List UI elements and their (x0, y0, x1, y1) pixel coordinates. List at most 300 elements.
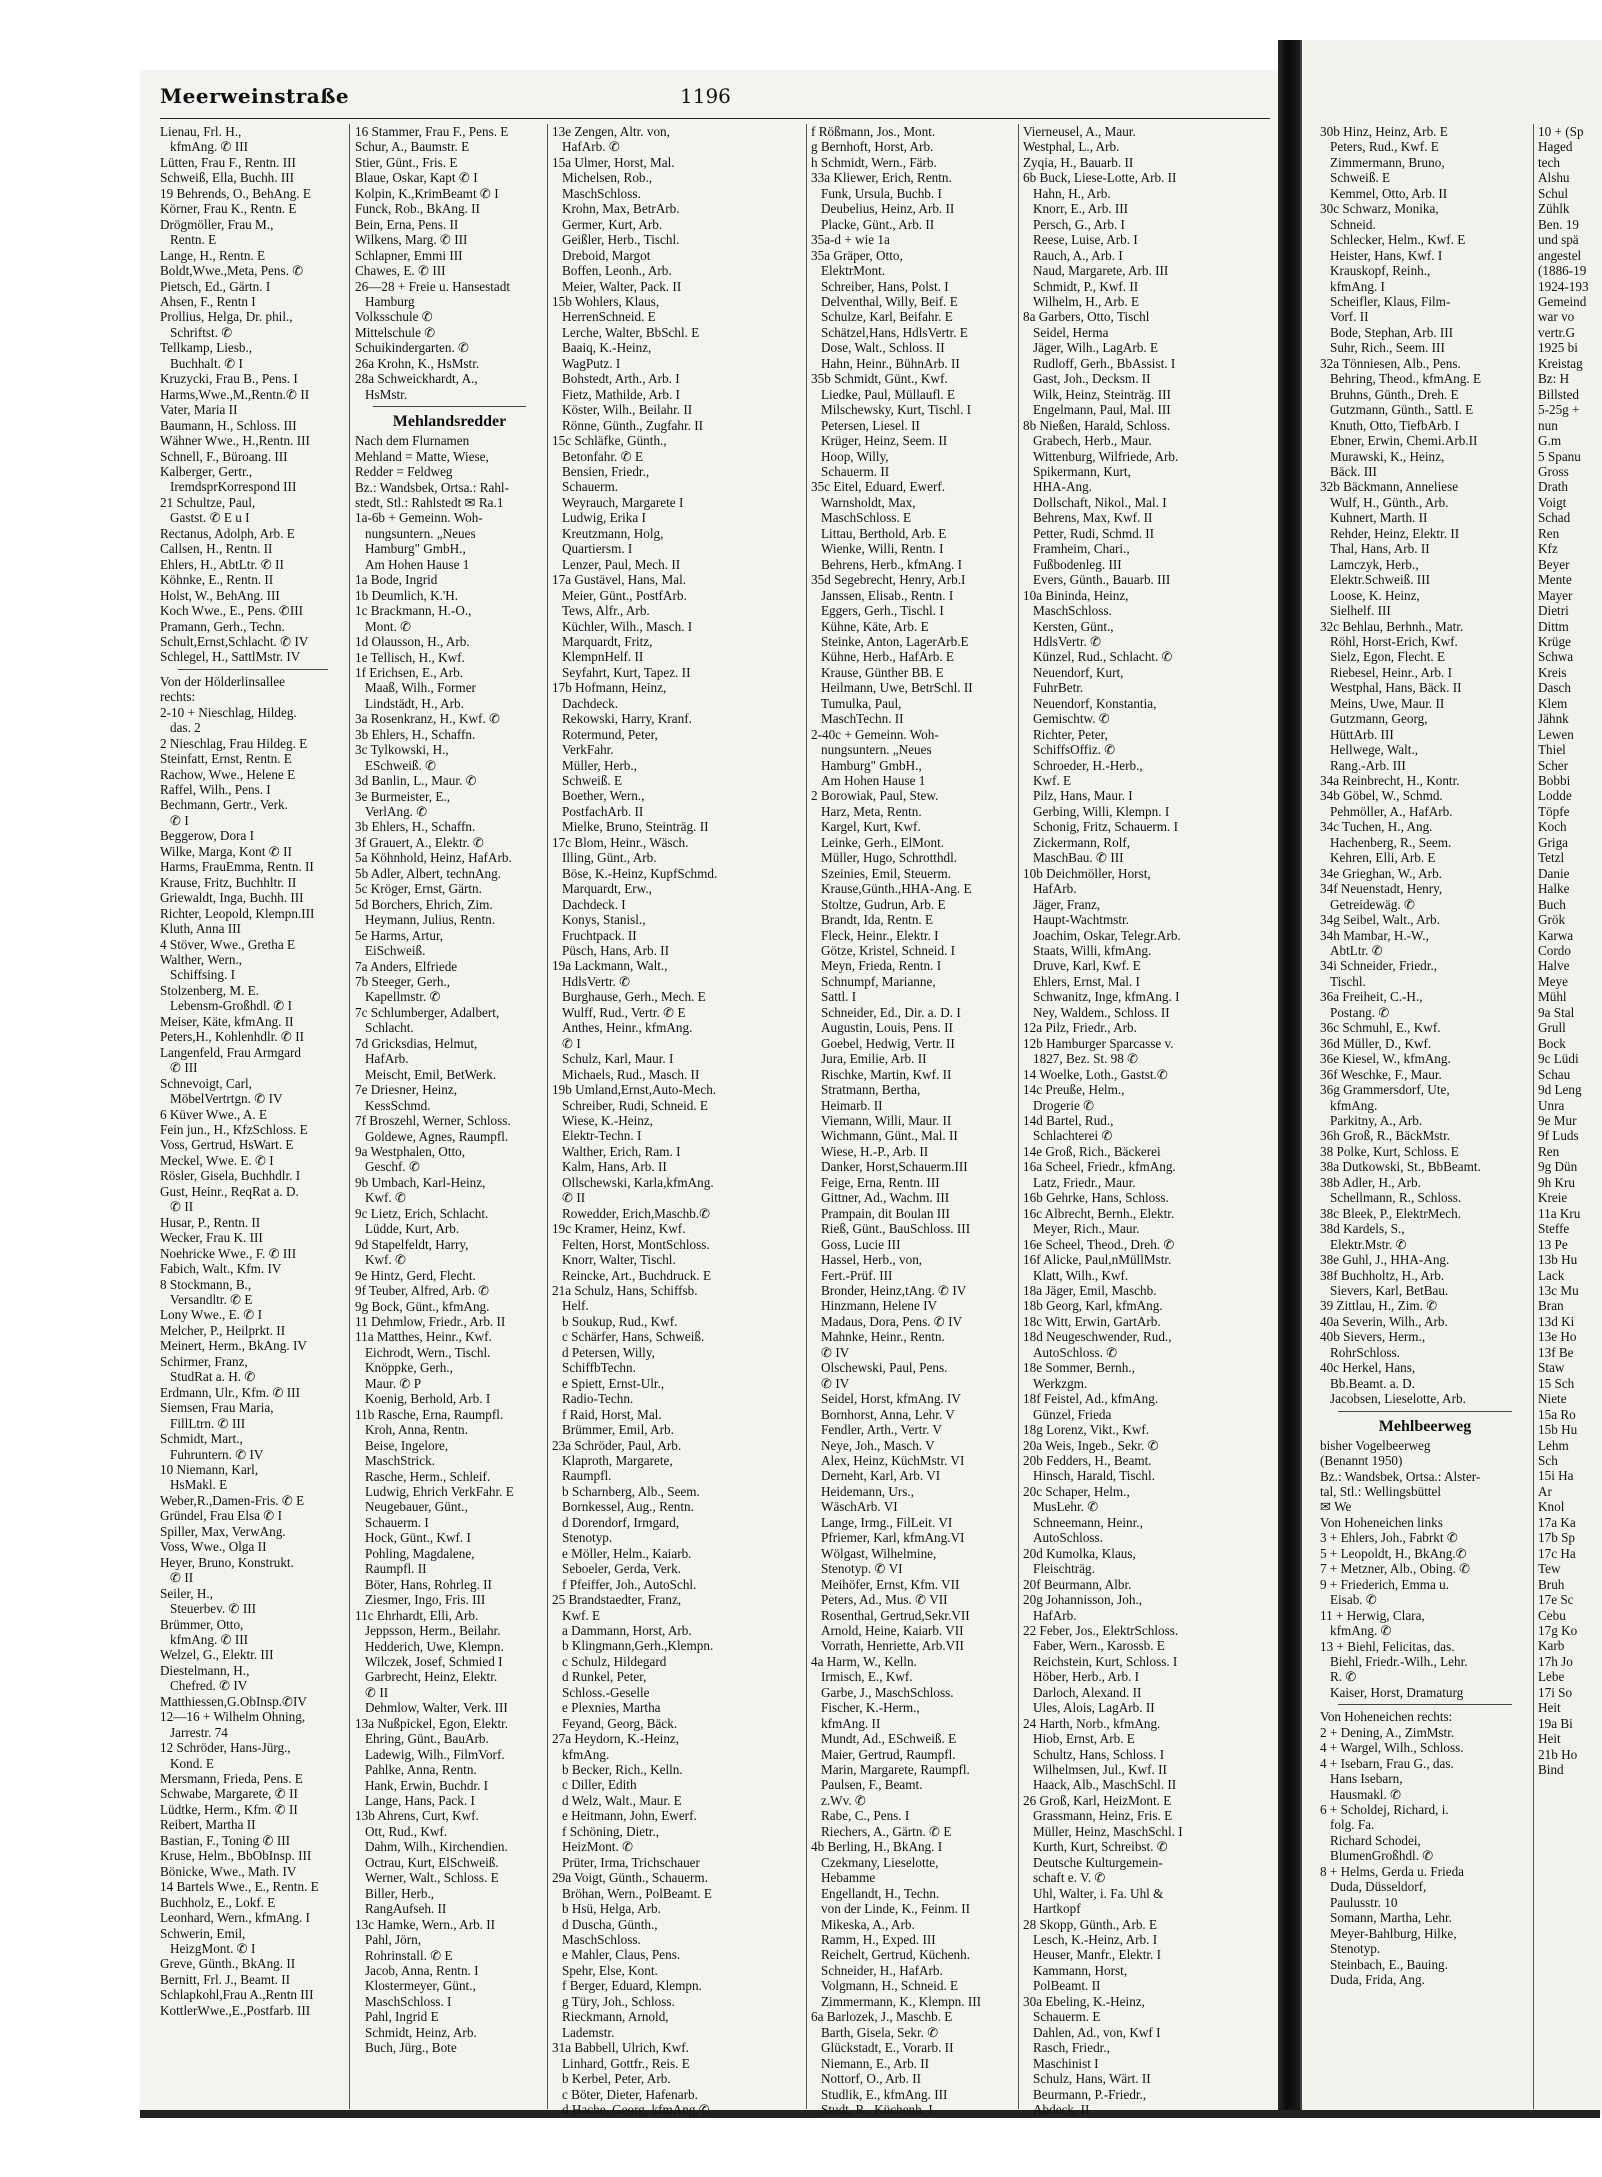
directory-entry: Dietri (1538, 603, 1569, 619)
directory-entry: Richter, Peter, (1033, 726, 1108, 742)
directory-entry: Volksschule ✆ (355, 309, 433, 325)
directory-entry: 34e Grieghan, W., Arb. (1320, 865, 1442, 881)
directory-entry: RangAufseh. II (365, 1901, 447, 1917)
directory-entry: Bock (1538, 1035, 1566, 1051)
directory-entry: Lütten, Frau F., Rentn. III (160, 154, 296, 170)
directory-entry: Kühne, Käte, Arb. E (821, 618, 929, 634)
directory-entry: Schmidt, P., Kwf. II (1033, 278, 1139, 294)
directory-entry: Beyer (1538, 556, 1570, 572)
directory-entry: 26—28 + Freie u. Hansestadt (355, 278, 511, 294)
directory-entry: Kreutzmann, Holg, (562, 525, 664, 541)
directory-entry: Hebamme (821, 1870, 876, 1886)
directory-entry: Pfriemer, Karl, kfmAng.VI (821, 1530, 965, 1546)
directory-entry: b Scharnberg, Alb., Seem. (562, 1483, 700, 1499)
directory-entry: Staats, Willi, kfmAng. (1033, 943, 1152, 959)
directory-entry: Madaus, Dora, Pens. ✆ IV (821, 1313, 963, 1329)
directory-entry: Funk, Ursula, Buchb. I (821, 185, 942, 201)
directory-entry: Persch, G., Arb. I (1033, 216, 1125, 232)
directory-entry: Seyfahrt, Kurt, Tapez. II (562, 664, 691, 680)
directory-entry: Werkzgm. (1033, 1375, 1088, 1391)
directory-entry: Rauch, A., Arb. I (1033, 247, 1123, 263)
directory-entry: b Kerbel, Peter, Arb. (562, 2071, 671, 2087)
directory-entry: Heidemann, Urs., (821, 1483, 915, 1499)
directory-entry: Fietz, Mathilde, Arb. I (562, 386, 680, 402)
directory-entry: b Soukup, Rud., Kwf. (562, 1313, 678, 1329)
directory-entry: Thal, Hans, Arb. II (1330, 541, 1430, 557)
section-divider (178, 669, 328, 670)
directory-entry: Kruse, Helm., BbObInsp. III (160, 1848, 312, 1864)
directory-entry: SchiffbTechn. (562, 1360, 636, 1376)
directory-entry: HdlsVertr. ✆ (562, 973, 631, 989)
directory-entry: Kammann, Horst, (1033, 1962, 1128, 1978)
directory-entry: Darloch, Alexand. II (1033, 1684, 1142, 1700)
directory-entry: Pilz, Hans, Maur. I (1033, 788, 1133, 804)
directory-entry: 10a Bininda, Heinz, (1023, 587, 1129, 603)
directory-entry: Prampain, dit Boulan III (821, 1205, 950, 1221)
directory-entry: Mittelschule ✆ (355, 324, 436, 340)
directory-entry: Schau (1538, 1066, 1571, 1082)
directory-entry: Reichelt, Gertrud, Küchenh. (821, 1947, 971, 1963)
directory-entry: 38b Adler, H., Arb. (1320, 1174, 1421, 1190)
directory-entry: Goebel, Hedwig, Vertr. II (821, 1035, 955, 1051)
directory-entry: Gemischtw. ✆ (1033, 711, 1110, 727)
directory-entry: Burghause, Gerh., Mech. E (562, 989, 706, 1005)
directory-entry: Studlik, E., kfmAng. III (821, 2086, 948, 2102)
directory-entry: Mente (1538, 572, 1572, 588)
directory-entry: Meyer, Rich., Maur. (1033, 1221, 1140, 1237)
directory-entry: 6 + Scholdej, Richard, i. (1320, 1802, 1449, 1818)
directory-entry: Grull (1538, 1020, 1566, 1036)
directory-entry: Raumpfl. II (365, 1561, 427, 1577)
directory-entry: 1827, Bez. St. 98 ✆ (1033, 1051, 1139, 1067)
directory-entry: Niete (1538, 1391, 1567, 1407)
directory-entry: Drogerie ✆ (1033, 1097, 1095, 1113)
directory-entry: ✆ IV (821, 1375, 850, 1391)
directory-entry: 1e Tellisch, H., Kwf. (355, 649, 465, 665)
directory-entry: StudRat a. H. ✆ (170, 1369, 256, 1385)
directory-entry: 5b Adler, Albert, technAng. (355, 865, 501, 881)
directory-entry: stedt, Stl.: Rahlstedt ✉ Ra.1 (355, 494, 504, 510)
directory-entry: Ahsen, F., Rentn I (160, 293, 256, 309)
directory-entry: Schwabe, Margarete, ✆ II (160, 1786, 298, 1802)
directory-entry: Barth, Gisela, Sekr. ✆ (821, 2024, 939, 2040)
directory-entry: KessSchmd. (365, 1097, 431, 1113)
directory-entry: kfmAng. (562, 1746, 610, 1762)
directory-entry: Schauerm. II (821, 463, 890, 479)
directory-entry: 16b Gehrke, Hans, Schloss. (1023, 1190, 1169, 1206)
directory-entry: Zickermann, Rolf, (1033, 834, 1131, 850)
directory-entry: d Duscha, Günth., (562, 1916, 658, 1932)
directory-entry: 3e Burmeister, E., (355, 788, 451, 804)
directory-entry: Arnold, Heine, Kaiarb. VII (821, 1622, 964, 1638)
directory-entry: Steuerbev. ✆ III (170, 1601, 256, 1617)
directory-entry: Marin, Margarete, Raumpfl. (821, 1762, 970, 1778)
directory-entry: Boffen, Leonh., Arb. (562, 263, 672, 279)
directory-entry: Knöppke, Gerh., (365, 1360, 453, 1376)
directory-entry: Lony Wwe., E. ✆ I (160, 1307, 262, 1323)
directory-entry: 8b Nießen, Harald, Schloss. (1023, 417, 1171, 433)
directory-entry: Schnell, F., Büroang. III (160, 448, 288, 464)
directory-entry: Bornhorst, Anna, Lehr. V (821, 1406, 955, 1422)
directory-entry: HsMstr. (365, 386, 408, 402)
directory-entry: AbtLtr. ✆ (1330, 943, 1383, 959)
directory-entry: Lange, Irmg., FilLeit. VI (821, 1514, 953, 1530)
directory-entry: 16e Scheel, Theod., Dreh. ✆ (1023, 1236, 1175, 1252)
directory-entry: Suhr, Rich., Seem. III (1330, 340, 1445, 356)
directory-entry: 1c Brackmann, H.-O., (355, 603, 472, 619)
directory-entry: 28a Schweickhardt, A., (355, 371, 478, 387)
directory-entry: Ladewig, Wilh., FilmVorf. (365, 1746, 505, 1762)
directory-entry: 35a-d + wie 1a (811, 232, 890, 248)
directory-entry: rechts: (160, 689, 196, 705)
directory-entry: 7c Schlumberger, Adalbert, (355, 1004, 500, 1020)
directory-entry: Schuikindergarten. ✆ (355, 340, 470, 356)
directory-entry: tech (1538, 154, 1560, 170)
directory-entry: Engelmann, Paul, Mal. III (1033, 402, 1171, 418)
directory-entry: Rekowski, Harry, Kranf. (562, 711, 692, 727)
directory-entry: 5 Spanu (1538, 448, 1581, 464)
directory-entry: 11c Ehrhardt, Elli, Arb. (355, 1607, 479, 1623)
directory-entry: Rieckmann, Arnold, (562, 2009, 669, 2025)
directory-entry: 26a Krohn, K., HsMstr. (355, 355, 480, 371)
directory-entry: Ar (1538, 1483, 1552, 1499)
directory-entry: 6b Buck, Liese-Lotte, Arb. II (1023, 170, 1177, 186)
directory-entry: ✆ III (170, 1060, 198, 1076)
directory-entry: Vater, Maria II (160, 402, 238, 418)
directory-entry: Pramann, Gerh., Techn. (160, 618, 285, 634)
directory-entry: Richter, Leopold, Klempn.III (160, 905, 315, 921)
directory-entry: Seidel, Herma (1033, 324, 1109, 340)
directory-entry: Spiller, Max, VerwAng. (160, 1523, 286, 1539)
directory-entry: 4 + Isebarn, Frau G., das. (1320, 1755, 1454, 1771)
directory-entry: Rectanus, Adolph, Arb. E (160, 525, 295, 541)
directory-entry: Schiffsing. I (170, 967, 235, 983)
directory-entry: 1b Deumlich, K.'H. (355, 587, 459, 603)
directory-entry: Greve, Günth., BkAng. II (160, 1956, 296, 1972)
directory-entry: Ren (1538, 1143, 1560, 1159)
directory-entry: Kühne, Herb., HafArb. E (821, 649, 954, 665)
directory-entry: Kemmel, Otto, Arb. II (1330, 185, 1448, 201)
directory-entry: Stenotyp. (1330, 1941, 1381, 1957)
directory-entry: Stoltze, Gudrun, Arb. E (821, 896, 946, 912)
directory-entry: Placke, Günt., Arb. II (821, 216, 935, 232)
directory-entry: 13e Ho (1538, 1329, 1577, 1345)
directory-entry: 25 Brandstaedter, Franz, (552, 1592, 682, 1608)
street-heading: Mehlandsredder (392, 413, 507, 431)
directory-entry: MaschSchloss. I (365, 1993, 452, 2009)
directory-entry: Brümmer, Otto, (160, 1616, 244, 1632)
directory-entry: Zühlk (1538, 201, 1570, 217)
directory-entry: Framheim, Chari., (1033, 541, 1130, 557)
directory-entry: Staw (1538, 1360, 1565, 1376)
directory-entry: Jacob, Anna, Rentn. I (365, 1963, 479, 1979)
directory-entry: Engellandt, H., Techn. (821, 1885, 940, 1901)
directory-entry: Gross (1538, 463, 1569, 479)
directory-entry: Maier, Gertrud, Raumpfl. (821, 1746, 956, 1762)
directory-entry: Rachow, Wwe., Helene E (160, 766, 296, 782)
directory-entry: Knorr, Walter, Tischl. (562, 1252, 676, 1268)
directory-entry: Loose, K. Heinz, (1330, 587, 1420, 603)
directory-entry: HafArb. ✆ (562, 139, 620, 155)
directory-entry: 12a Pilz, Friedr., Arb. (1023, 1020, 1137, 1036)
directory-entry: Schad (1538, 510, 1571, 526)
directory-entry: MaschSchloss. (1033, 603, 1112, 619)
directory-entry: Billsted (1538, 386, 1580, 402)
directory-entry: Schloss.-Geselle (562, 1684, 650, 1700)
directory-entry: Hock, Günt., Kwf. I (365, 1530, 471, 1546)
directory-entry: Ney, Waldem., Schloss. II (1033, 1004, 1170, 1020)
directory-entry: Dollschaft, Nikol., Mal. I (1033, 494, 1167, 510)
directory-entry: Ollschewski, Karla,kfmAng. (562, 1174, 714, 1190)
directory-entry: 17b Sp (1538, 1530, 1576, 1546)
directory-entry: 10 Niemann, Karl, (160, 1461, 259, 1477)
directory-entry: Jeppsson, Herm., Beilahr. (365, 1623, 501, 1639)
directory-entry: Fischer, K.-Herm., (821, 1700, 920, 1716)
directory-entry: 38 Polke, Kurt, Schloss. E (1320, 1143, 1459, 1159)
directory-entry: Bornkessel, Aug., Rentn. (562, 1499, 694, 1515)
directory-entry: Versandltr. ✆ E (170, 1291, 253, 1307)
directory-entry: 18b Georg, Karl, kfmAng. (1023, 1298, 1163, 1314)
directory-entry: 16f Alicke, Paul,nMüllMstr. (1023, 1252, 1172, 1268)
directory-entry: Reibert, Martha II (160, 1817, 256, 1833)
directory-entry: Parkitny, A., Arb. (1330, 1113, 1423, 1128)
directory-entry: Krüger, Heinz, Seem. II (821, 433, 948, 449)
directory-entry: 34i Schneider, Friedr., (1320, 958, 1438, 974)
directory-entry: MaschSchloss. (562, 1932, 641, 1948)
directory-entry: 9 + Friederich, Emma u. (1320, 1576, 1450, 1592)
directory-entry: Redder = Feldweg (355, 464, 453, 480)
directory-entry: Wiese, K.-Heinz, (562, 1113, 654, 1128)
directory-entry: Lüdtke, Herm., Kfm. ✆ II (160, 1801, 298, 1817)
directory-entry: Schonig, Fritz, Schauerm. I (1033, 819, 1179, 835)
directory-entry: Schneider, Ed., Dir. a. D. I (821, 1004, 961, 1020)
directory-entry: Hahn, Heinr., BühnArb. II (821, 355, 960, 371)
directory-entry: HeizMont. ✆ (562, 1839, 634, 1855)
directory-entry: 34g Seibel, Walt., Arb. (1320, 912, 1440, 928)
directory-entry: Wilczek, Josef, Schmied I (365, 1653, 503, 1669)
directory-entry: Heister, Hans, Kwf. I (1330, 247, 1443, 263)
directory-entry: vertr.G (1538, 324, 1575, 340)
directory-entry: 36c Schmuhl, E., Kwf. (1320, 1020, 1441, 1036)
directory-entry: 17c Blom, Heinr., Wäsch. (552, 834, 689, 850)
directory-entry: Prüter, Irma, Trichschauer (562, 1854, 700, 1870)
directory-entry: Biller, Herb., (365, 1885, 435, 1901)
directory-entry: Kapellmstr. ✆ (365, 989, 441, 1005)
directory-entry: 10b Deichmöller, Horst, (1023, 865, 1151, 881)
directory-entry: 11 + Herwig, Clara, (1320, 1607, 1425, 1623)
directory-entry: Fleischträg. (1033, 1561, 1095, 1577)
directory-entry: Vorrath, Henriette, Arb.VII (821, 1638, 964, 1654)
directory-entry: Koenig, Berhold, Arb. I (365, 1391, 491, 1407)
directory-entry: z.Wv. ✆ (821, 1792, 866, 1808)
directory-entry: 17b Hofmann, Heinz, (552, 680, 667, 696)
directory-entry: Voss, Gertrud, HsWart. E (160, 1137, 294, 1153)
directory-entry: 29a Voigt, Günth., Schauerm. (552, 1870, 708, 1886)
directory-entry: Künzel, Rud., Schlacht. ✆ (1033, 649, 1173, 665)
directory-entry: Ludwig, Ehrich VerkFahr. E (365, 1483, 514, 1499)
directory-entry: 34b Göbel, W., Schmd. (1320, 788, 1443, 804)
directory-entry: HerrenSchneid. E (562, 309, 656, 325)
directory-entry: 13b Hu (1538, 1252, 1578, 1268)
directory-entry: Kreie (1538, 1190, 1568, 1206)
directory-entry: Haged (1538, 139, 1573, 155)
directory-entry: c Schärfer, Hans, Schweiß. (562, 1329, 705, 1345)
directory-entry: Reese, Luise, Arb. I (1033, 232, 1138, 248)
directory-entry: 19a Lackmann, Walt., (552, 958, 668, 974)
directory-entry: Pahl, Ingrid E (365, 2009, 439, 2025)
directory-entry: Lenzer, Paul, Mech. II (562, 556, 681, 572)
directory-entry: 9f Teuber, Alfred, Arb. ✆ (355, 1283, 490, 1299)
directory-entry: Vierneusel, A., Maur. (1023, 124, 1136, 139)
directory-entry: Sattl. I (821, 989, 857, 1005)
directory-entry: Bruh (1538, 1576, 1565, 1592)
directory-entry: 36d Müller, D., Kwf. (1320, 1035, 1432, 1051)
directory-entry: Stier, Günt., Fris. E (355, 154, 458, 170)
directory-entry: Ben. 19 (1538, 216, 1580, 232)
directory-entry: 20b Fedders, H., Beamt. (1023, 1452, 1152, 1468)
directory-entry: Griewaldt, Inga, Buchh. III (160, 890, 304, 906)
directory-entry: Michelsen, Rob., (562, 170, 653, 186)
directory-entry: Maur. ✆ P (365, 1375, 422, 1391)
directory-entry: MaschBau. ✆ III (1033, 850, 1124, 866)
directory-entry: Steffe (1538, 1221, 1570, 1237)
directory-entry: 8a Garbers, Otto, Tischl (1023, 309, 1150, 325)
directory-entry: Tellkamp, Liesb., (160, 340, 253, 356)
directory-entry: 15 Sch (1538, 1375, 1575, 1391)
directory-entry: Rentn. E (170, 232, 217, 248)
directory-entry: b Becker, Rich., Kelln. (562, 1762, 683, 1778)
directory-entry: Goldewe, Agnes, Raumpfl. (365, 1128, 509, 1144)
directory-entry: Knol (1538, 1499, 1565, 1515)
directory-entry: Schweiß, Ella, Buchh. III (160, 170, 295, 186)
directory-entry: Schwanitz, Inge, kfmAng. I (1033, 989, 1180, 1005)
directory-entry: Spikermann, Kurt, (1033, 463, 1131, 479)
directory-entry: ✆ IV (821, 1344, 850, 1360)
directory-entry: Matthiessen,G.ObInsp.✆IV (160, 1693, 307, 1709)
directory-entry: Ebner, Erwin, Chemi.Arb.II (1330, 433, 1478, 449)
directory-entry: e Plexnies, Martha (562, 1700, 661, 1716)
directory-entry: Lodde (1538, 788, 1572, 804)
directory-column-7 (1538, 124, 1598, 2109)
directory-entry: Neugebauer, Günt., (365, 1499, 468, 1515)
directory-entry: Hartkopf (1033, 1901, 1081, 1917)
directory-entry: Wähner Wwe., H.,Rentn. III (160, 433, 310, 449)
directory-entry: 9d Stapelfeldt, Harry, (355, 1236, 469, 1252)
directory-entry: Stolzenberg, M. E. (160, 982, 260, 998)
directory-entry: 1a Bode, Ingrid (355, 572, 438, 588)
directory-entry: 7d Gricksdias, Helmut, (355, 1035, 478, 1051)
directory-entry: Meins, Uwe, Maur. II (1330, 695, 1445, 711)
directory-entry: AutoSchloss. (1033, 1530, 1103, 1546)
directory-entry: Heit (1538, 1731, 1561, 1747)
directory-entry: Pohling, Magdalene, (365, 1545, 475, 1561)
directory-entry: Hamburg" GmbH., (365, 541, 466, 557)
directory-entry: Hedderich, Uwe, Klempn. (365, 1638, 504, 1654)
directory-entry: Garbrecht, Heinz, Elektr. (365, 1669, 498, 1685)
directory-entry: Schlapner, Emmi III (355, 247, 463, 263)
directory-entry: VerkFahr. (562, 742, 614, 758)
directory-entry: HeizgMont. ✆ I (170, 1941, 256, 1957)
directory-entry: kfmAng. II (821, 1715, 881, 1731)
directory-entry: Somann, Martha, Lehr. (1330, 1910, 1452, 1926)
directory-entry: Chefred. ✆ IV (170, 1678, 248, 1694)
directory-entry: Gutzmann, Georg, (1330, 711, 1428, 727)
directory-entry: Mersmann, Frieda, Pens. E (160, 1771, 303, 1787)
directory-entry: Radio-Techn. (562, 1391, 634, 1407)
directory-entry: Bein, Erna, Pens. II (355, 216, 459, 232)
directory-entry: Behrens, Max, Kwf. II (1033, 510, 1153, 526)
directory-entry: 6 Küver Wwe., A. E (160, 1106, 268, 1122)
directory-entry: 38a Dutkowski, St., BbBeamt. (1320, 1159, 1481, 1175)
directory-entry: Pahl, Jörn, (365, 1932, 422, 1948)
directory-entry: Bernitt, Frl. J., Beamt. II (160, 1971, 291, 1987)
directory-entry: Koch Wwe., E., Pens. ✆III (160, 603, 304, 619)
directory-entry: Petter, Rudi, Schmd. II (1033, 525, 1155, 541)
directory-entry: Drath (1538, 479, 1569, 495)
directory-entry: 9g Dün (1538, 1159, 1578, 1175)
directory-entry: f Raid, Horst, Mal. (562, 1406, 662, 1422)
directory-entry: 8 + Helms, Gerda u. Frieda (1320, 1863, 1465, 1879)
directory-entry: 34a Reinbrecht, H., Kontr. (1320, 773, 1460, 789)
directory-entry: Naud, Margarete, Arb. III (1033, 263, 1169, 279)
directory-entry: Duda, Düsseldorf, (1330, 1879, 1427, 1895)
directory-entry: Mont. ✆ (365, 618, 412, 634)
directory-entry: war vo (1538, 309, 1575, 325)
directory-entry: 9c Lietz, Erich, Schlacht. (355, 1205, 489, 1221)
directory-entry: Kolpin, K.,KrimBeamt ✆ I (355, 185, 499, 201)
directory-entry: 13c Mu (1538, 1282, 1579, 1298)
directory-entry: Rosenthal, Gertrud,Sekr.VII (821, 1607, 970, 1623)
directory-entry: Richard Schodei, (1330, 1832, 1421, 1848)
directory-entry: Czekmany, Lieselotte, (821, 1854, 939, 1870)
directory-entry: Cordo (1538, 943, 1571, 959)
directory-entry: Klaproth, Margarete, (562, 1452, 673, 1468)
directory-entry: 19c Kramer, Heinz, Kwf. (552, 1221, 686, 1237)
directory-entry: Erdmann, Ulr., Kfm. ✆ III (160, 1384, 300, 1400)
directory-entry: WäschArb. VI (821, 1499, 898, 1515)
directory-entry: Eichrodt, Wern., Tischl. (365, 1344, 491, 1360)
directory-entry: 13f Be (1538, 1344, 1574, 1360)
directory-entry: Schul (1538, 185, 1569, 201)
directory-entry: Lack (1538, 1267, 1565, 1283)
directory-entry: Hans Isebarn, (1330, 1771, 1403, 1787)
directory-entry: Grassmann, Heinz, Fris. E (1033, 1808, 1173, 1824)
directory-entry: Lüdde, Kurt, Arb. (365, 1221, 460, 1237)
directory-entry: Mayer (1538, 587, 1573, 603)
directory-entry: Schmidt, Heinz, Arb. (365, 2024, 477, 2040)
directory-entry: 13e Zengen, Altr. von, (552, 124, 670, 139)
directory-entry: Kargel, Kurt, Kwf. (821, 819, 921, 835)
directory-entry: Zyqia, H., Bauarb. II (1023, 154, 1134, 170)
directory-entry: 5a Köhnhold, Heinz, HafArb. (355, 850, 512, 866)
directory-entry: WagPutz. I (562, 355, 621, 371)
directory-entry: Eggers, Gerh., Tischl. I (821, 603, 944, 619)
directory-entry: Gründel, Frau Elsa ✆ I (160, 1508, 283, 1524)
directory-entry: Ludwig, Erika I (562, 510, 646, 526)
directory-entry: 4 + Wargel, Wilh., Schloss. (1320, 1740, 1464, 1756)
directory-entry: Druve, Karl, Kwf. E (1033, 958, 1141, 974)
page-number: 1196 (680, 84, 731, 108)
directory-entry: Walther, Erich, Ram. I (562, 1143, 681, 1159)
directory-entry: Illing, Günt., Arb. (562, 850, 657, 866)
directory-entry: Lewen (1538, 726, 1574, 742)
directory-entry: Germer, Kurt, Arb. (562, 216, 663, 232)
directory-entry: Cebu (1538, 1607, 1566, 1623)
directory-entry: 7a Anders, Elfriede (355, 958, 458, 974)
directory-entry: 3b Ehlers, H., Schaffn. (355, 819, 476, 835)
directory-entry: Hassel, Herb., von, (821, 1252, 923, 1268)
directory-entry: 35d Segebrecht, Henry, Arb.I (811, 572, 966, 588)
